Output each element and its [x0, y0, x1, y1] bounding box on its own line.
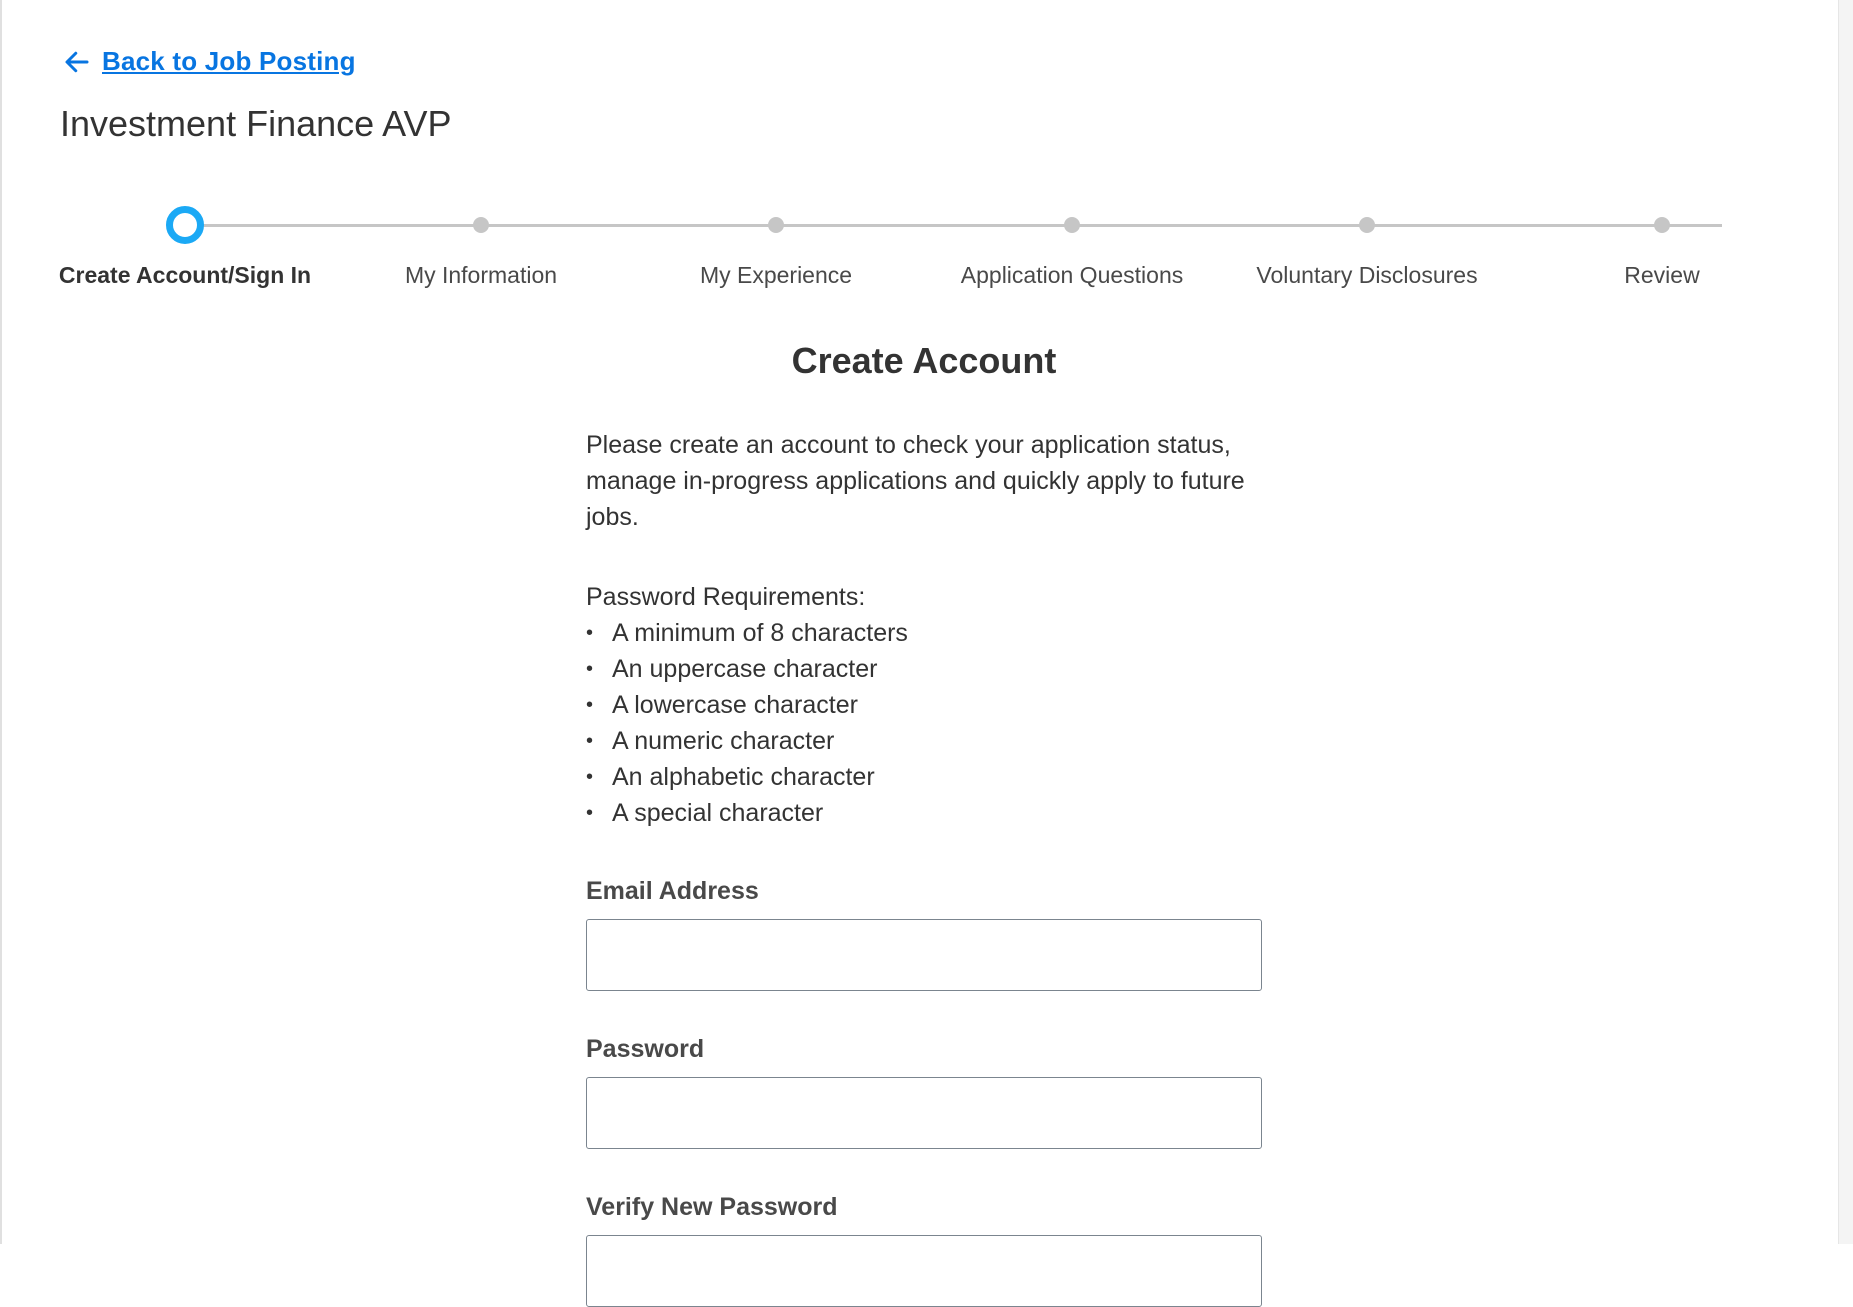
step-create-account — [35, 200, 335, 289]
bullet-icon: • — [586, 658, 594, 680]
step-voluntary-disclosures — [1217, 200, 1517, 289]
bullet-icon: • — [586, 622, 594, 644]
verify-password-label: Verify New Password — [586, 1193, 838, 1221]
step-label: My Information — [404, 262, 558, 288]
scrollbar[interactable] — [1838, 0, 1853, 1244]
bullet-icon: • — [586, 694, 594, 716]
list-item: • A lowercase character — [586, 687, 1266, 723]
progress-stepper — [60, 200, 1766, 290]
step-label: Application Questions — [960, 262, 1184, 288]
password-requirements-list — [586, 615, 1266, 831]
step-my-information — [331, 200, 631, 289]
list-item: • An uppercase character — [586, 651, 1266, 687]
list-item: • An alphabetic character — [586, 759, 1266, 795]
step-indicator — [768, 217, 784, 233]
list-item: • A numeric character — [586, 723, 1266, 759]
step-indicator — [1064, 217, 1080, 233]
step-review — [1512, 200, 1812, 289]
step-label: Create Account/Sign In — [58, 262, 312, 288]
arrow-left-icon — [62, 47, 92, 77]
bullet-icon: • — [586, 766, 594, 788]
step-indicator — [1654, 217, 1670, 233]
email-label: Email Address — [586, 877, 759, 905]
password-requirements-title: Password Requirements: — [586, 583, 866, 611]
step-application-questions — [922, 200, 1222, 289]
job-title: Investment Finance AVP — [60, 103, 452, 144]
email-field[interactable] — [586, 919, 1262, 991]
list-item: • A special character — [586, 795, 1266, 831]
verify-password-field-group — [586, 1193, 1262, 1307]
step-label: Voluntary Disclosures — [1256, 262, 1478, 288]
account-info — [586, 427, 1266, 831]
step-active-indicator — [166, 206, 204, 244]
verify-password-field[interactable] — [586, 1235, 1262, 1307]
step-indicator — [473, 217, 489, 233]
step-my-experience — [626, 200, 926, 289]
email-field-group — [586, 877, 1262, 991]
step-label: Review — [1624, 262, 1700, 288]
step-label: My Experience — [699, 262, 853, 288]
password-label: Password — [586, 1035, 705, 1063]
password-field-group — [586, 1035, 1262, 1149]
bullet-icon: • — [586, 730, 594, 752]
intro-text: Please create an account to check your application status, manage in-progress applications and quickly apply to future jobs. — [586, 431, 1245, 531]
list-item: • A minimum of 8 characters — [586, 615, 1266, 651]
back-to-job-posting-link[interactable] — [62, 46, 356, 77]
password-field[interactable] — [586, 1077, 1262, 1149]
back-link-label: Back to Job Posting — [102, 46, 356, 76]
form-heading: Create Account — [791, 340, 1057, 381]
bullet-icon: • — [586, 802, 594, 824]
step-indicator — [1359, 217, 1375, 233]
